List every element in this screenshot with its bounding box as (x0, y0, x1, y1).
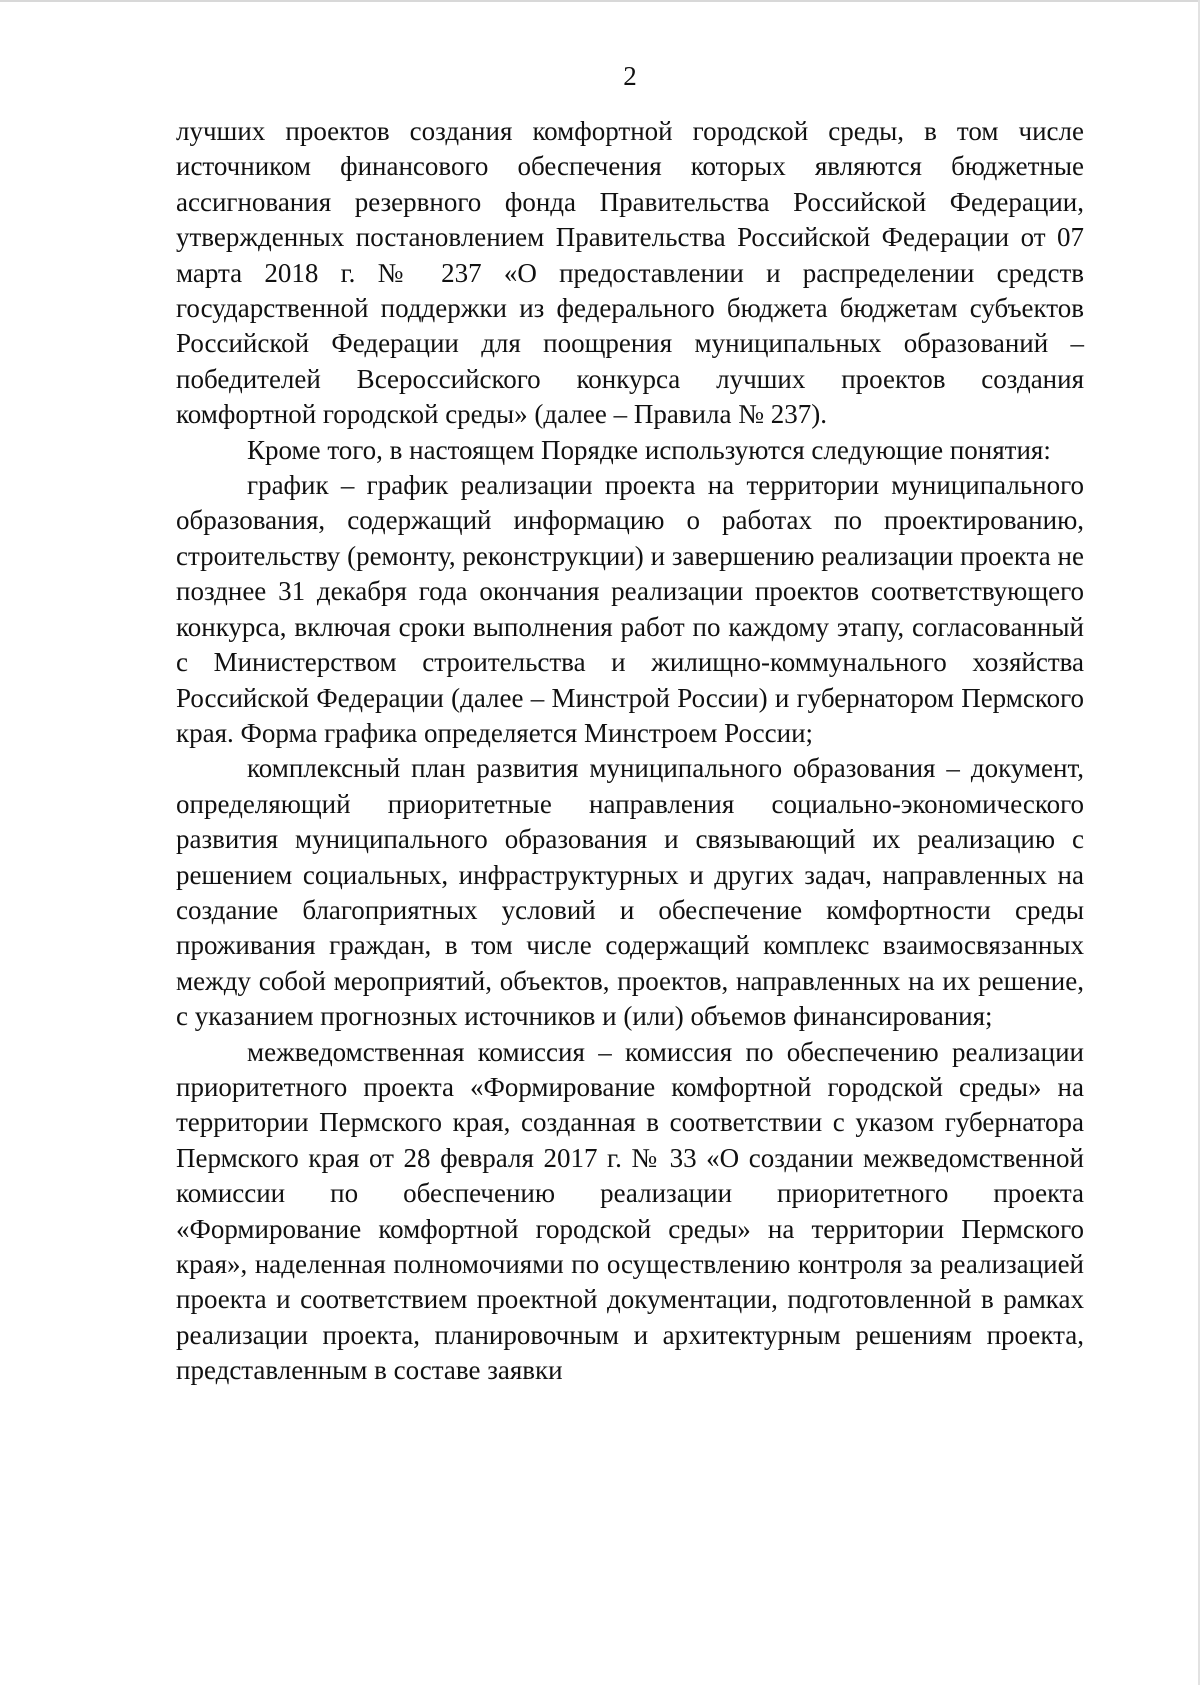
paragraph-definition-development-plan: комплексный план развития муниципального образования – документ, определяющий приоритетные направления социально-экономического развития муниципального образования и связывающий их реализацию с решением социальных, инфраструктурных и других задач, направленных на создание благоприятных условий и обеспечение комфортности среды проживания граждан, в том числе содержащий комплекс взаимосвязанных между собой мероприятий, объектов, проектов, направленных на их решение, с указанием прогнозных источников и (или) объемов финансирования; (176, 753, 1084, 1032)
document-body (176, 114, 1084, 1389)
paragraph-continuation: лучших проектов создания комфортной городской среды, в том числе источником финансового обеспечения которых являются бюджетные ассигнования резервного фонда Правительства Российской Федерации, утвержденных постановлением Правительства Российской Федерации от 07 марта 2018 г. № 237 «О предоставлении и распределении средств государственной поддержки из федерального бюджета бюджетам субъектов Российской Федерации для поощрения муниципальных образований – победителей Всероссийского конкурса лучших проектов создания комфортной городской среды» (далее – Правила № 237). (176, 116, 1084, 430)
paragraph-definitions-intro: Кроме того, в настоящем Порядке используются следующие понятия: (247, 434, 1051, 465)
paragraph-definition-commission: межведомственная комиссия – комиссия по обеспечению реализации приоритетного проекта «Формирование комфортной городской среды» на территории Пермского края, созданная в соответствии с указом губернатора Пермского края от 28 февраля 2017 г. № 33 «О создании межведомственной комиссии по обеспечению реализации приоритетного проекта «Формирование комфортной городской среды» на территории Пермского края», наделенная полномочиями по осуществлению контроля за реализацией проекта и соответствием проектной документации, подготовленной в рамках реализации проекта, планировочным и архитектурным решениям проекта, представленным в составе заявки (176, 1036, 1084, 1386)
paragraph-definition-schedule: график – график реализации проекта на территории муниципального образования, содержащий информацию о работах по проектированию, строительству (ремонту, реконструкции) и завершению реализации проекта не позднее 31 декабря года окончания реализации проектов соответствующего конкурса, включая сроки выполнения работ по каждому этапу, согласованный с Министерством строительства и жилищно-коммунального хозяйства Российской Федерации (далее – Минстрой России) и губернатором Пермского края. Форма графика определяется Минстроем России; (176, 470, 1084, 748)
page-number: 2 (623, 61, 637, 91)
scan-edge-top (0, 0, 1200, 2)
